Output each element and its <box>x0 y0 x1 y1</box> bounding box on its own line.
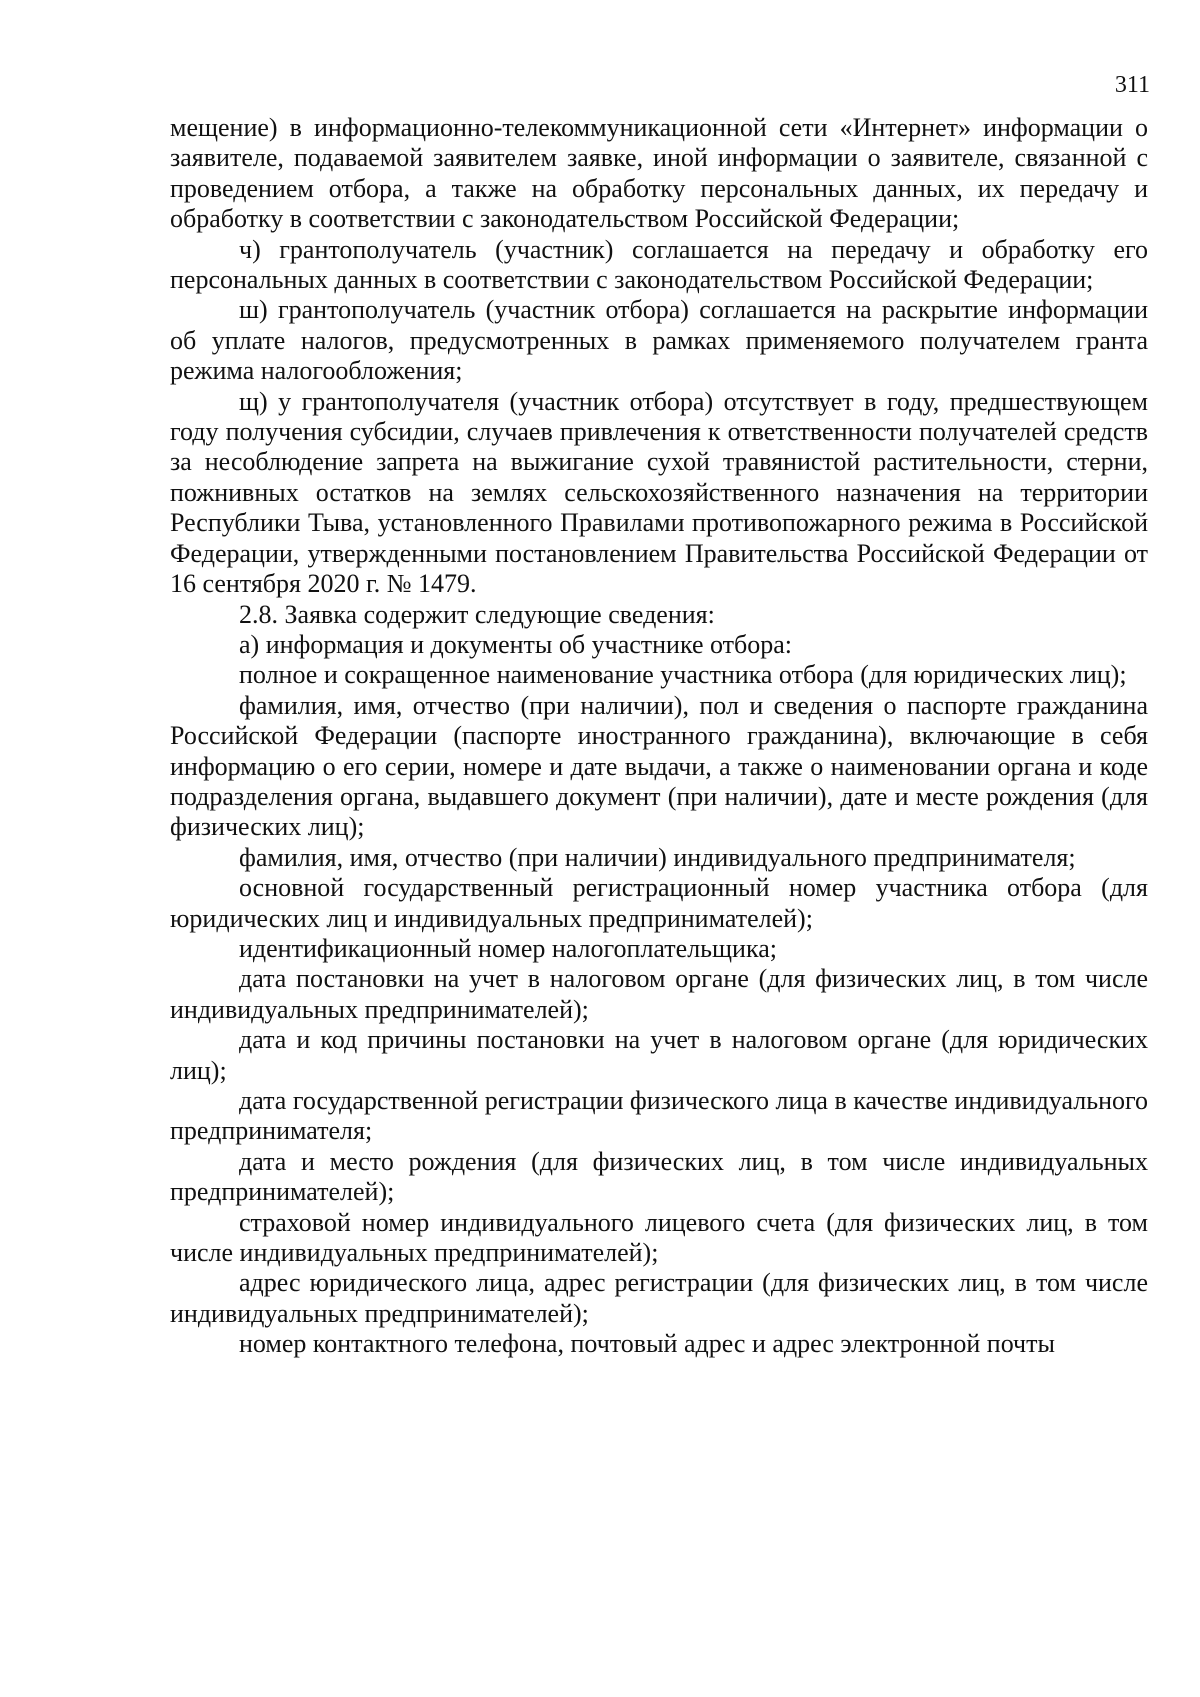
paragraph: щ) у грантополучателя (участник отбора) отсутствует в году, предшествующем году получения субсидии, случаев привлечения к ответственности получателей средств за несоблюдение запрета на выжигание сухой травянистой растительности, стерни, пожнивных остатков на землях сельскохозяйственного назначения на территории Республики Тыва, установленного Правилами противопожарного режима в Российской Федерации, утвержденными постановлением Правительства Российской Федерации от 16 сентября 2020 г. № 1479. <box>170 386 1148 599</box>
paragraph: дата и место рождения (для физических лиц, в том числе индивидуальных предпринимателей); <box>170 1146 1148 1207</box>
paragraph: дата и код причины постановки на учет в налоговом органе (для юридических лиц); <box>170 1025 1148 1085</box>
paragraph: дата постановки на учет в налоговом органе (для физических лиц, в том числе индивидуальных предпринимателей); <box>170 964 1148 1024</box>
paragraph: страховой номер индивидуального лицевого счета (для физических лиц, в том числе индивидуальных предпринимателей); <box>170 1207 1148 1268</box>
paragraph: адрес юридического лица, адрес регистрации (для физических лиц, в том числе индивидуальных предпринимателей); <box>170 1268 1148 1328</box>
paragraph: фамилия, имя, отчество (при наличии) индивидуального предпринимателя; <box>239 842 1076 872</box>
page-number: 311 <box>1114 72 1150 98</box>
paragraph: идентификационный номер налогоплательщика; <box>239 933 777 963</box>
paragraph: фамилия, имя, отчество (при наличии), пол и сведения о паспорте гражданина Российской Федерации (паспорте иностранного гражданина), включающие в себя информацию о его серии, номере и дате выдачи, а также о наименовании органа и коде подразделения органа, выдавшего документ (при наличии), дате и месте рождения (для физических лиц); <box>170 690 1148 842</box>
document-body <box>170 113 1148 1360</box>
paragraph: номер контактного телефона, почтовый адрес и адрес электронной почты <box>239 1329 1055 1359</box>
paragraph: ч) грантополучатель (участник) соглашается на передачу и обработку его персональных данных в соответствии с законодательством Российской Федерации; <box>170 234 1148 295</box>
paragraph: полное и сокращенное наименование участника отбора (для юридических лиц); <box>239 660 1127 690</box>
paragraph: а) информация и документы об участнике отбора: <box>239 629 792 659</box>
paragraph: мещение) в информационно-телекоммуникационной сети «Интернет» информации о заявителе, подаваемой заявителем заявке, иной информации о заявителе, связанной с проведением отбора, а также на обработку персональных данных, их передачу и обработку в соответствии с законодательством Российской Федерации; <box>170 113 1148 234</box>
paragraph: дата государственной регистрации физического лица в качестве индивидуального предпринимателя; <box>170 1086 1148 1146</box>
paragraph: 2.8. Заявка содержит следующие сведения: <box>239 599 715 629</box>
paragraph: ш) грантополучатель (участник отбора) соглашается на раскрытие информации об уплате налогов, предусмотренных в рамках применяемого получателем гранта режима налогообложения; <box>170 295 1148 386</box>
paragraph: основной государственный регистрационный номер участника отбора (для юридических лиц и индивидуальных предпринимателей); <box>170 873 1148 933</box>
